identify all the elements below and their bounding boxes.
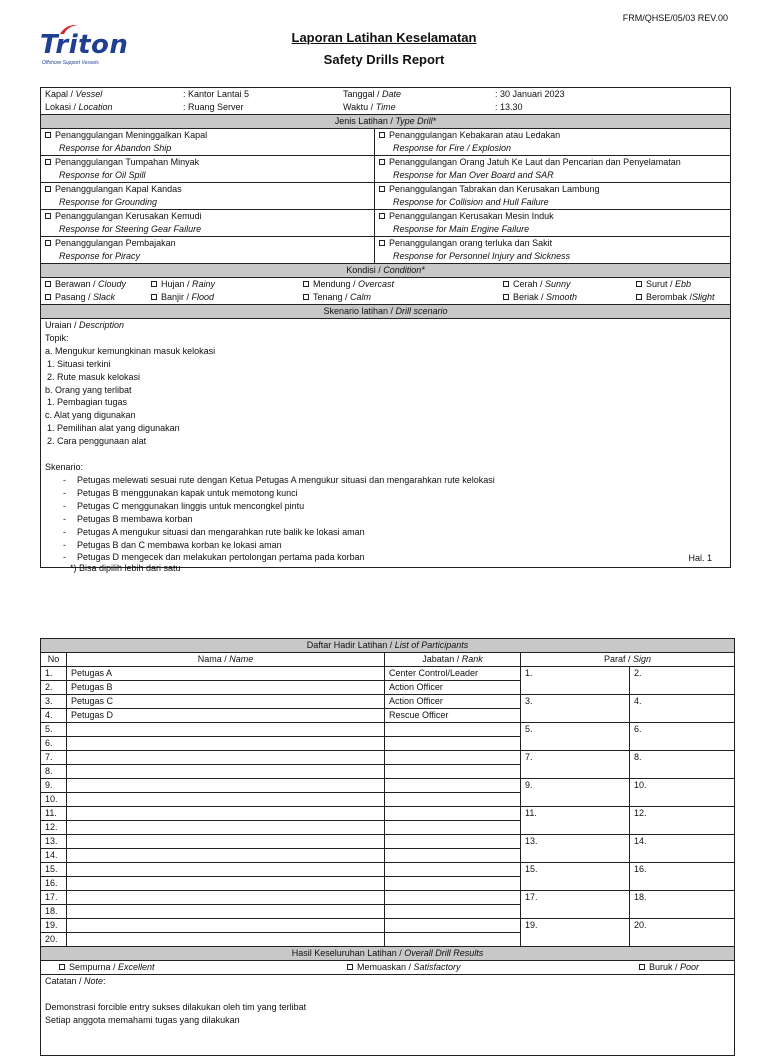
topic-line: 1. Situasi terkini [47,358,111,369]
participant-rank[interactable] [385,723,521,737]
participant-name[interactable] [67,905,385,919]
sign-cell[interactable]: 1. [521,667,630,695]
condition-cloudy[interactable]: Berawan / Cloudy [45,278,126,291]
sign-cell[interactable]: 20. [630,919,735,947]
row-no: 20. [41,933,67,947]
notes-cell[interactable] [41,975,735,1056]
participant-rank[interactable] [385,765,521,779]
sign-cell[interactable]: 18. [630,891,735,919]
row-no: 8. [41,765,67,779]
scenario-body [41,319,731,568]
topic-line: Topik: [45,332,69,343]
drill-option-fire[interactable]: Penanggulangan Kebakaran atau Ledakan Response for Fire / Explosion [375,129,731,156]
note-line: Demonstrasi forcible entry sukses dilakukan oleh tim yang terlibat [45,1002,307,1012]
topic-line: 1. Pembagian tugas [47,397,128,408]
participant-name[interactable]: Petugas C [67,695,385,709]
scenario-label: Skenario: [45,462,84,473]
row-no: 6. [41,737,67,751]
scenario-step: - Petugas B membawa korban [63,513,193,524]
sign-cell[interactable]: 3. [521,695,630,723]
result-poor[interactable]: Buruk / Poor [639,961,699,974]
sign-cell[interactable]: 15. [521,863,630,891]
participant-rank[interactable] [385,807,521,821]
row-no: 2. [41,681,67,695]
condition-slack[interactable]: Pasang / Slack [45,291,115,304]
drill-option-man-overboard[interactable]: Penanggulangan Orang Jatuh Ke Laut dan Pencarian dan Penyelamatan Response for Man Over Board and SAR [375,156,731,183]
sign-cell[interactable]: 9. [521,779,630,807]
col-header-no: No [41,653,67,667]
drill-type-header: Jenis Latihan / Type Drill* [41,115,731,129]
condition-smooth[interactable]: Beriak / Smooth [503,291,577,304]
row-no: 14. [41,849,67,863]
checkbox-icon[interactable] [379,159,385,165]
checkbox-icon[interactable] [503,294,509,300]
sign-cell[interactable]: 12. [630,807,735,835]
drill-option-collision[interactable]: Penanggulangan Tabrakan dan Kerusakan Lambung Response for Collision and Hull Failure [375,183,731,210]
sign-cell[interactable]: 8. [630,751,735,779]
scenario-step: - Petugas C menggunakan linggis untuk mencongkel pintu [63,500,305,511]
row-no: 7. [41,751,67,765]
condition-slight[interactable]: Berombak /Slight [636,291,715,304]
page-number: Hal. 1 [688,553,712,564]
participant-name[interactable] [67,793,385,807]
company-logo: Triton [40,30,129,60]
col-header-sign: Paraf / Sign [521,653,735,667]
drill-option-injury[interactable]: Penanggulangan orang terluka dan Sakit Response for Personnel Injury and Sickness [375,237,731,264]
participant-rank[interactable] [385,905,521,919]
document-code: FRM/QHSE/05/03 REV.00 [622,13,728,23]
sign-cell[interactable]: 2. [630,667,735,695]
row-no: 10. [41,793,67,807]
row-no: 18. [41,905,67,919]
checkbox-icon[interactable] [636,294,642,300]
note-line: Setiap anggota memahami tugas yang dilakukan [45,1015,240,1025]
row-no: 12. [41,821,67,835]
checkbox-icon[interactable] [151,294,157,300]
checkbox-icon[interactable] [639,964,645,970]
checkbox-icon[interactable] [45,159,51,165]
checkbox-icon[interactable] [503,281,509,287]
participant-name[interactable] [67,933,385,947]
checkbox-icon[interactable] [636,281,642,287]
report-title-id: Laporan Latihan Keselamatan [291,30,477,45]
checkbox-icon[interactable] [379,132,385,138]
participant-rank[interactable] [385,779,521,793]
checkbox-icon[interactable] [45,213,51,219]
sign-cell[interactable]: 7. [521,751,630,779]
participant-rank[interactable] [385,849,521,863]
participants-table [40,638,735,1056]
row-no: 9. [41,779,67,793]
participant-rank[interactable] [385,835,521,849]
sign-cell[interactable]: 17. [521,891,630,919]
row-no: 19. [41,919,67,933]
scenario-step: - Petugas A mengukur situasi dan mengarahkan rute balik ke lokasi aman [63,526,365,537]
checkbox-icon[interactable] [151,281,157,287]
report-title-en: Safety Drills Report [323,52,445,67]
participant-rank[interactable] [385,933,521,947]
row-no: 3. [41,695,67,709]
scenario-step: - Petugas melewati sesuai rute dengan Ketua Petugas A mengukur situasi dan mengarahkan rute kelokasi [63,474,495,485]
topic-line: a. Mengukur kemungkinan masuk kelokasi [45,345,216,356]
condition-overcast[interactable]: Mendung / Overcast [303,278,394,291]
participant-name[interactable] [67,849,385,863]
row-no: 5. [41,723,67,737]
company-logo-subtitle: Offshore Support Vessels [42,60,99,66]
condition-calm[interactable]: Tenang / Calm [303,291,371,304]
checkbox-icon[interactable] [347,964,353,970]
participants-header: Daftar Hadir Latihan / List of Participants [41,639,735,653]
condition-header: Kondisi / Condition* [41,264,731,278]
date-label: Tanggal / Date [343,89,402,99]
participant-rank[interactable]: Action Officer [385,695,521,709]
participant-rank[interactable] [385,863,521,877]
checkbox-icon[interactable] [59,964,65,970]
result-satisfactory[interactable]: Memuaskan / Satisfactory [347,961,461,974]
row-no: 16. [41,877,67,891]
checkbox-icon[interactable] [45,240,51,246]
topic-line: 2. Rute masuk kelokasi [47,371,141,382]
sign-cell[interactable]: 6. [630,723,735,751]
participant-rank[interactable] [385,793,521,807]
condition-rainy[interactable]: Hujan / Rainy [151,278,215,291]
scenario-step: - Petugas D mengecek dan melakukan pertolongan pertama pada korban [63,552,365,563]
participant-name[interactable]: Petugas B [67,681,385,695]
location-value: : Ruang Server [183,102,244,112]
col-header-name: Nama / Name [67,653,385,667]
topic-line: 2. Cara penggunaan alat [47,436,147,447]
participant-rank[interactable]: Action Officer [385,681,521,695]
participant-name[interactable] [67,919,385,933]
row-no: 15. [41,863,67,877]
checkbox-icon[interactable] [45,186,51,192]
drill-option-grounding[interactable]: Penanggulangan Kapal Kandas Response for Grounding [41,183,375,210]
participant-name[interactable] [67,765,385,779]
checkbox-icon[interactable] [379,186,385,192]
condition-ebb[interactable]: Surut / Ebb [636,278,691,291]
drill-option-abandon-ship[interactable]: Penanggulangan Meninggalkan Kapal Response for Abandon Ship [41,129,375,156]
topic-line: 1. Pemilihan alat yang digunakan [47,423,180,434]
drill-option-main-engine[interactable]: Penanggulangan Kerusakan Mesin Induk Response for Main Engine Failure [375,210,731,237]
sign-cell[interactable]: 16. [630,863,735,891]
participant-rank[interactable] [385,737,521,751]
checkbox-icon[interactable] [45,281,51,287]
participant-rank[interactable] [385,751,521,765]
note-label: Catatan / Note: [45,976,106,986]
topic-line: c. Alat yang digunakan [45,410,136,421]
checkbox-icon[interactable] [379,213,385,219]
participant-rank[interactable]: Center Control/Leader [385,667,521,681]
checkbox-icon[interactable] [379,240,385,246]
scenario-step: - Petugas B dan C membawa korban ke lokasi aman [63,539,282,550]
participant-name[interactable]: Petugas A [67,667,385,681]
condition-flood[interactable]: Banjir / Flood [151,291,214,304]
checkbox-icon[interactable] [45,294,51,300]
row-no: 11. [41,807,67,821]
row-no: 4. [41,709,67,723]
participant-name[interactable] [67,751,385,765]
checkbox-icon[interactable] [303,294,309,300]
sign-cell[interactable]: 5. [521,723,630,751]
row-no: 1. [41,667,67,681]
participant-name[interactable]: Petugas D [67,709,385,723]
vessel-value: : Kantor Lantai 5 [183,89,250,99]
sign-cell[interactable]: 14. [630,835,735,863]
participant-name[interactable] [67,821,385,835]
participant-name[interactable] [67,863,385,877]
scenario-header: Skenario latihan / Drill scenario [41,305,731,319]
drill-option-oil-spill[interactable]: Penanggulangan Tumpahan Minyak Response for Oil Spill [41,156,375,183]
participant-rank[interactable] [385,877,521,891]
participant-rank[interactable]: Rescue Officer [385,709,521,723]
participant-name[interactable] [67,877,385,891]
topic-line: b. Orang yang terlibat [45,384,132,395]
participant-name[interactable] [67,737,385,751]
participant-rank[interactable] [385,919,521,933]
sign-cell[interactable]: 10. [630,779,735,807]
checkbox-icon[interactable] [45,132,51,138]
row-no: 13. [41,835,67,849]
drill-option-steering-gear[interactable]: Penanggulangan Kerusakan Kemudi Response for Steering Gear Failure [41,210,375,237]
results-header: Hasil Keseluruhan Latihan / Overall Drill Results [41,947,735,961]
sign-cell[interactable]: 13. [521,835,630,863]
participant-name[interactable] [67,779,385,793]
time-value: : 13.30 [495,102,523,112]
vessel-label: Kapal / Vessel [45,89,103,99]
participant-name[interactable] [67,807,385,821]
participant-rank[interactable] [385,891,521,905]
participant-rank[interactable] [385,821,521,835]
checkbox-icon[interactable] [303,281,309,287]
participant-name[interactable] [67,723,385,737]
location-label: Lokasi / Location [45,102,113,112]
participant-name[interactable] [67,835,385,849]
description-label: Uraian / Description [45,320,125,330]
sign-cell[interactable]: 11. [521,807,630,835]
footnote: *) Bisa dipilih lebih dari satu [70,563,181,573]
date-value: : 30 Januari 2023 [495,89,565,99]
scenario-step: - Petugas B menggunakan kapak untuk memotong kunci [63,487,298,498]
row-no: 17. [41,891,67,905]
time-label: Waktu / Time [343,102,396,112]
col-header-rank: Jabatan / Rank [385,653,521,667]
drill-option-piracy[interactable]: Penanggulangan Pembajakan Response for Piracy [41,237,375,264]
sign-cell[interactable]: 4. [630,695,735,723]
drill-report-form [40,87,731,568]
condition-sunny[interactable]: Cerah / Sunny [503,278,571,291]
participant-name[interactable] [67,891,385,905]
sign-cell[interactable]: 19. [521,919,630,947]
result-excellent[interactable]: Sempurna / Excellent [59,961,155,974]
